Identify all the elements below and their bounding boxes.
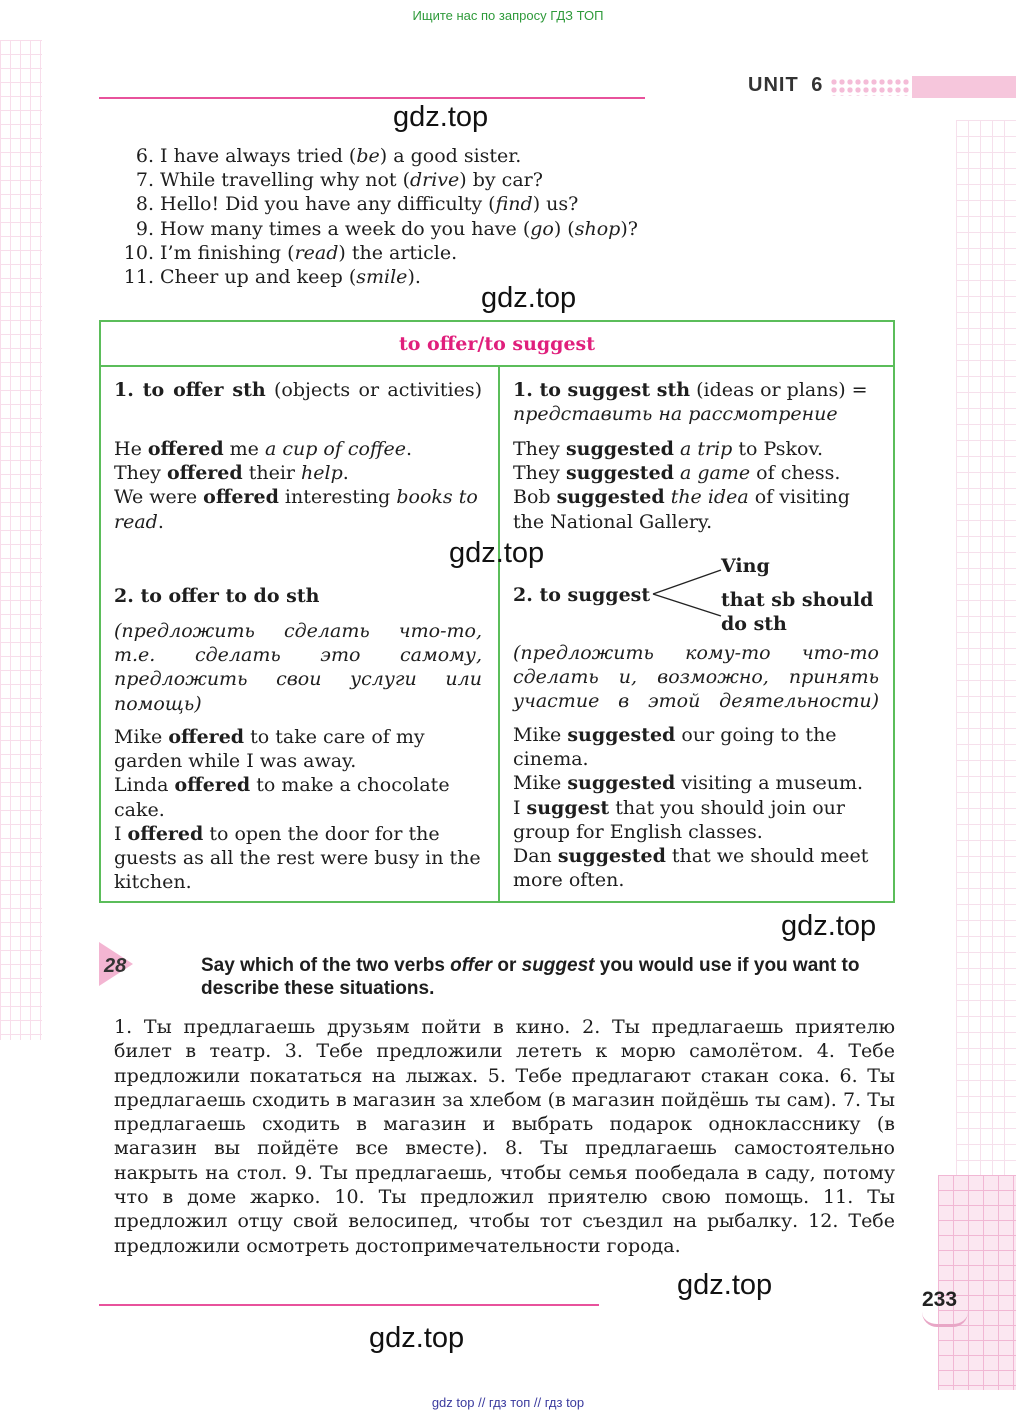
bold-run: suggested [565, 462, 674, 485]
italic-run: books to read [114, 486, 478, 533]
right-decorative-pattern [956, 120, 1016, 1190]
bold-run: offered [203, 486, 279, 509]
text-run: Dan [513, 845, 558, 868]
italic-run: help [301, 462, 343, 485]
text-run: interesting [278, 486, 397, 509]
watermark-3: gdz.top [449, 537, 545, 569]
exercise-item-number: 9. [135, 217, 154, 240]
left-2-heading: 2. to offer to do sth [114, 585, 320, 607]
text-run: They [513, 462, 566, 485]
exercise-item [114, 192, 638, 216]
watermark-6: gdz.top [369, 1322, 465, 1354]
exercise-item [114, 168, 638, 192]
text-run: of visiting the National Gallery. [513, 486, 850, 533]
top-note[interactable]: Ищите нас по запросу ГДЗ ТОП [412, 8, 604, 23]
text-run: I [513, 796, 527, 819]
italic-run: shop [574, 217, 621, 240]
example-sentence [513, 437, 885, 461]
italic-run: offer [450, 955, 493, 976]
italic-run: представить на рассмотрение [513, 403, 838, 426]
bold-run: offered [127, 822, 204, 845]
italic-run: find [495, 193, 533, 216]
left-decorative-pattern [0, 40, 42, 1040]
bold-run: offered [166, 462, 243, 485]
unit-bar-decoration [912, 76, 1016, 98]
text-run: . [405, 438, 412, 460]
text-run: Linda [114, 774, 175, 797]
exercise-item-number: 6. [135, 145, 154, 167]
left-1-heading [114, 378, 482, 402]
right-2-branch-ving: Ving [721, 555, 770, 577]
offer-suggest-table [99, 320, 895, 903]
bold-run: suggested [567, 724, 676, 746]
text-run: to open the door for the guests as all the rest were busy in the kitchen. [114, 822, 481, 894]
text-run: I [114, 822, 128, 845]
bold-run: offered [168, 726, 245, 748]
bold-run: suggested [565, 438, 674, 460]
text-run: to take care of my garden while I was away. [114, 726, 425, 773]
text-run: (objects or activities) [265, 379, 482, 401]
italic-run: drive [409, 169, 460, 192]
text-run: (ideas or plans) = [690, 379, 868, 401]
page-number: 233 [922, 1288, 958, 1311]
italic-run: suggest [521, 955, 595, 976]
exercise-text: 1. Ты предлагаешь друзьям пойти в кино. 2. Ты предлагаешь приятелю билет в театр. 3. Тебе предложили лететь к морю самолётом. 4. Тебе предложили покататься на лыжах. 5. Тебе предлагают стакан сока. 6. Ты предлагаешь сходить в магазин за хлебом (в магазин пойдёшь ты сам). 7. Ты предлагаешь сходить в магазин и выбрать подарок однокласснику (в магазин вы пойдёте все вместе). 8. Ты предлагаешь самостоятельно накрыть на стол. 9. Ты предлагаешь, чтобы семья пообедала в саду, потому что в доме жарко. 10. Ты предложил приятелю свою помощь. 11. Ты предложил отцу свой велосипед, чтобы тот съездил на рыбалку. 12. Тебе предложили осмотреть достопримечательности города. [114, 1016, 895, 1257]
text-run: to Pskov. [732, 438, 823, 460]
text-run: that we should meet more often. [513, 845, 869, 892]
text-run: . [342, 462, 349, 485]
right-decorative-band [938, 1175, 1016, 1390]
text-run: our going to the cinema. [513, 724, 837, 771]
text-run: Mike [114, 726, 169, 748]
unit-label: UNIT [748, 74, 799, 96]
footer-rule [99, 1304, 599, 1306]
exercise-item-number: 7. [135, 169, 154, 192]
text-run: We were [114, 486, 204, 509]
right-1-examples [513, 437, 885, 534]
suggest-branch-lines [649, 566, 729, 622]
unit-heading [748, 74, 823, 97]
exercise-task [201, 954, 895, 1000]
exercise-item [114, 217, 638, 241]
exercise-item [114, 144, 638, 168]
text-run: While travelling why not ( [160, 169, 410, 192]
bold-run: 1. to offer sth [114, 379, 266, 401]
example-sentence [513, 461, 885, 485]
text-run: ). [407, 266, 421, 289]
text-run: ) by car? [459, 169, 543, 192]
example-sentence [513, 771, 883, 795]
example-sentence [513, 723, 883, 771]
text-run: ) ( [553, 217, 575, 240]
bold-run: 1. to suggest sth [513, 379, 691, 401]
bold-run: offered [147, 438, 224, 460]
text-run: or [492, 955, 522, 976]
exercise-item-number: 11. [123, 266, 154, 289]
text-run: I’m finishing ( [160, 241, 295, 264]
text-run: visiting a museum. [675, 772, 864, 795]
watermark-5: gdz.top [677, 1269, 773, 1301]
text-run: you would use if you want to describe these situations. [201, 955, 860, 999]
italic-run: smile [356, 266, 408, 289]
example-sentence [114, 725, 482, 773]
right-2-heading: 2. to suggest [513, 584, 651, 606]
watermark-4: gdz.top [781, 910, 877, 942]
text-run: They [114, 462, 167, 485]
exercise-number: 28 [104, 955, 127, 977]
text-run: that you should join our group for English classes. [513, 796, 845, 843]
example-sentence [513, 844, 883, 892]
watermark-2: gdz.top [481, 282, 577, 314]
italic-run: the idea [670, 486, 749, 509]
unit-number: 6 [811, 74, 824, 96]
header-rule [99, 97, 645, 99]
text-run: ) the article. [338, 241, 458, 264]
italic-run: go [530, 217, 554, 240]
bold-run: suggested [567, 772, 676, 795]
italic-run: be [356, 145, 380, 167]
example-sentence [513, 485, 885, 533]
left-2-examples [114, 725, 482, 894]
italic-run: a cup of coffee [264, 438, 406, 460]
italic-run: a trip [680, 438, 733, 460]
text-run: of chess. [750, 462, 841, 485]
right-2-note: (предложить кому-то что-то сделать и, возможно, принять участие в этой деятельности) [513, 642, 879, 713]
example-sentence [114, 437, 484, 461]
example-sentence [114, 461, 484, 485]
exercise-item-number: 10. [123, 241, 154, 264]
text-run: Hello! Did you have any difficulty ( [160, 193, 496, 216]
table-title: to offer/to suggest [101, 322, 893, 367]
exercise-item-list [114, 144, 638, 289]
example-sentence [114, 822, 482, 895]
left-2-note: (предложить сделать что-то, т.е. сделать это самому, предложить свои услуги или помощь) [114, 620, 482, 715]
text-run: I have always tried ( [160, 145, 357, 167]
left-1-examples [114, 437, 484, 534]
bold-run: suggested [557, 845, 666, 868]
text-run: Bob [513, 486, 557, 509]
exercise-item [114, 241, 638, 265]
text-run: Mike [513, 724, 568, 746]
text-run: Mike [513, 772, 568, 795]
italic-run: a game [680, 462, 751, 485]
bold-run: offered [174, 774, 251, 797]
text-run: . [157, 510, 164, 533]
text-run: Cheer up and keep ( [160, 266, 357, 289]
table-column-divider [498, 367, 500, 903]
text-run: How many times a week do you have ( [160, 217, 531, 240]
text-run: to make a chocolate cake. [114, 774, 450, 821]
text-run: their [242, 462, 302, 485]
text-run: Say which of the two verbs [201, 955, 451, 976]
right-2-branch-that: that sb should do sth [721, 589, 874, 636]
example-sentence [513, 796, 883, 844]
unit-dots-decoration [830, 78, 910, 96]
bold-run: suggested [556, 486, 665, 509]
example-sentence [114, 485, 484, 533]
text-run: He [114, 438, 148, 460]
text-run: ) us? [532, 193, 579, 216]
italic-run: read [294, 241, 339, 264]
right-2-examples [513, 723, 883, 892]
right-1-heading [513, 378, 885, 426]
text-run: ) a good sister. [379, 145, 522, 167]
bold-run: suggest [526, 796, 610, 819]
text-run: )? [620, 217, 638, 240]
watermark-1: gdz.top [393, 101, 489, 133]
exercise-item-number: 8. [135, 193, 154, 216]
text-run: They [513, 438, 566, 460]
footer-links[interactable]: gdz top // гдз топ // гдз top [431, 1395, 585, 1410]
text-run: me [223, 438, 265, 460]
example-sentence [114, 773, 482, 821]
